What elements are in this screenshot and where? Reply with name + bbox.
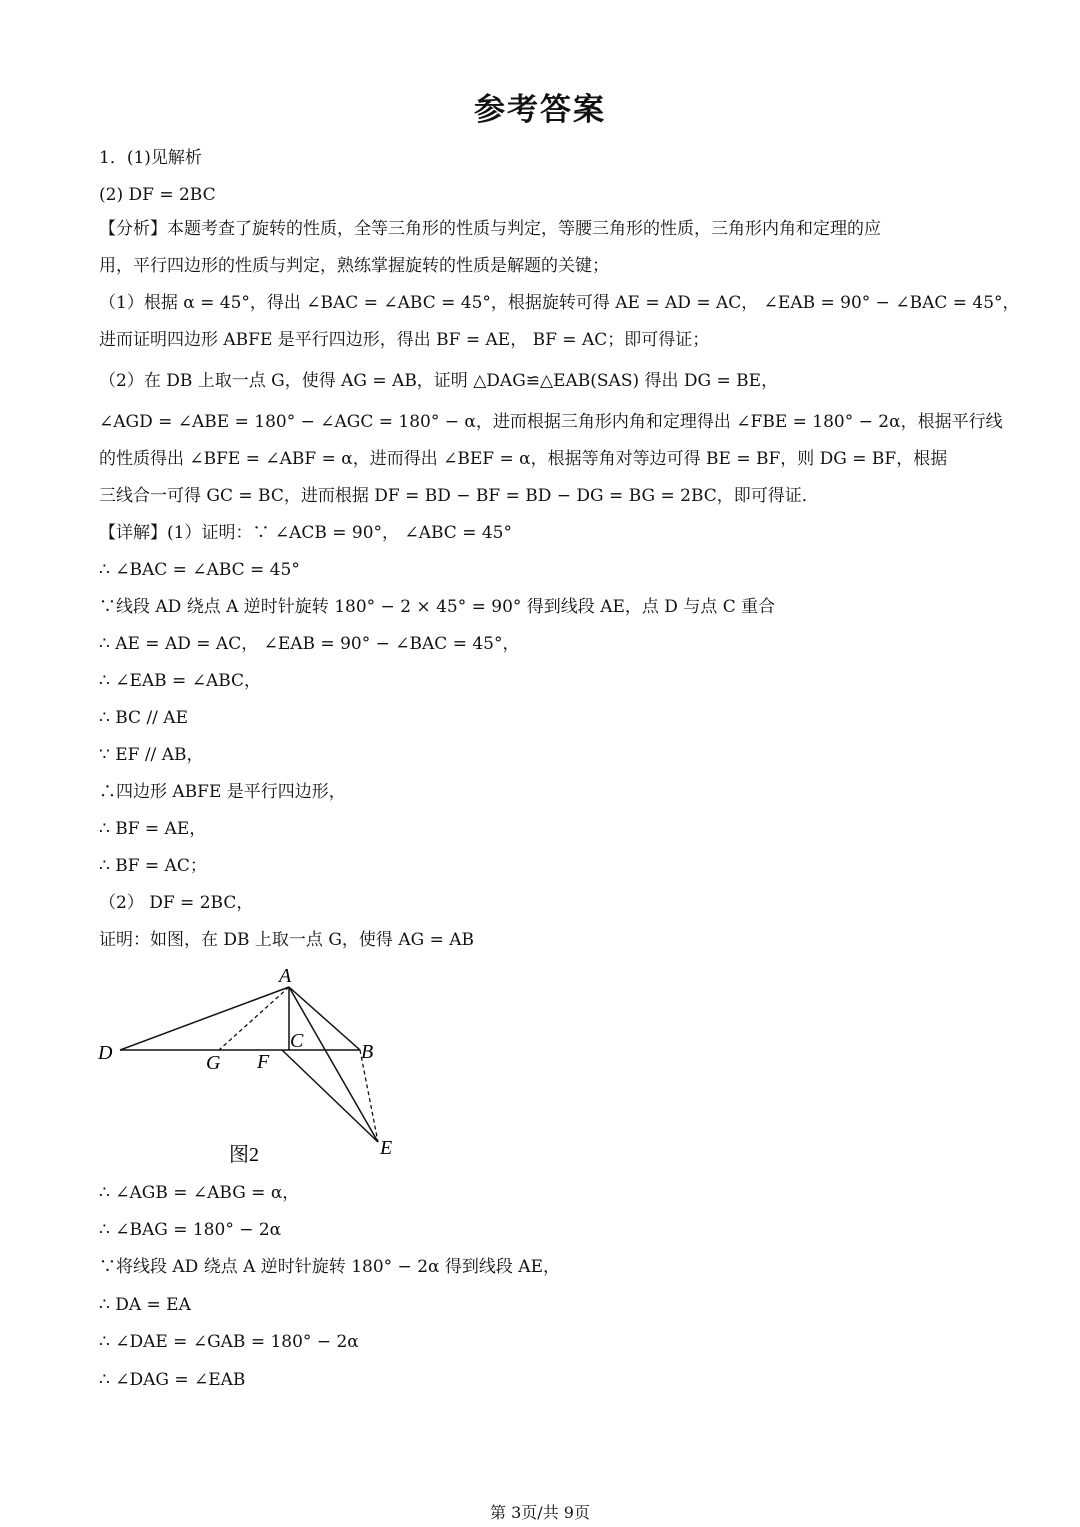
detail-line: ∵ EF // AB，	[99, 745, 204, 765]
segment-ag-dashed	[219, 987, 289, 1050]
detail-line: ∴ ∠EAB = ∠ABC，	[99, 671, 262, 691]
detail-line: ∴ ∠DAE = ∠GAB = 180° − 2α	[99, 1332, 359, 1352]
analysis-line: （1）根据 α = 45°，得出 ∠BAC = ∠ABC = 45°，根据旋转可得 AE = AD = AC， ∠EAB = 90° − ∠BAC = 45°，	[99, 293, 1020, 313]
detail-line: ∴四边形 ABFE 是平行四边形，	[99, 782, 346, 802]
detail-line: 【详解】(1）证明：∵ ∠ACB = 90°， ∠ABC = 45°	[99, 523, 512, 543]
segment-ad	[120, 987, 289, 1050]
figure-caption: 图2	[229, 1144, 259, 1166]
detail-line: ∴ ∠BAC = ∠ABC = 45°	[99, 560, 300, 580]
label-b: B	[361, 1041, 374, 1063]
analysis-line: （2）在 DB 上取一点 G，使得 AG = AB，证明 △DAG≌△EAB(SAS) 得出 DG = BE，	[99, 371, 779, 391]
label-d: D	[98, 1042, 113, 1064]
detail-line: ∴ AE = AD = AC， ∠EAB = 90° − ∠BAC = 45°，	[99, 634, 520, 654]
geometry-figure	[92, 962, 412, 1172]
answer-line: 1．(1)见解析	[99, 148, 202, 168]
detail-line: ∴ BF = AE，	[99, 819, 207, 839]
detail-line: ∴ ∠AGB = ∠ABG = α，	[99, 1183, 300, 1203]
detail-line: ∴ BC // AE	[99, 708, 188, 728]
answer-line: (2) DF = 2BC	[99, 185, 216, 205]
segment-fe	[282, 1050, 378, 1142]
detail-line: ∴ ∠BAG = 180° − 2α	[99, 1220, 282, 1240]
segment-ae	[289, 987, 378, 1142]
detail-line: ∴ BF = AC；	[99, 856, 207, 876]
detail-line: ∴ DA = EA	[99, 1295, 191, 1315]
label-g: G	[206, 1052, 221, 1074]
detail-line: ∵将线段 AD 绕点 A 逆时针旋转 180° − 2α 得到线段 AE，	[99, 1257, 560, 1277]
detail-line: （2） DF = 2BC，	[99, 893, 254, 913]
analysis-line: 用，平行四边形的性质与判定，熟练掌握旋转的性质是解题的关键；	[99, 256, 609, 276]
analysis-line: ∠AGD = ∠ABE = 180° − ∠AGC = 180° − α，进而根据三角形内角和定理得出 ∠FBE = 180° − 2α，根据平行线	[99, 412, 1003, 432]
label-f: F	[257, 1051, 270, 1073]
page-footer: 第 3页/共 9页	[490, 1503, 590, 1522]
label-e: E	[380, 1137, 393, 1159]
label-c: C	[290, 1030, 304, 1052]
analysis-line: 三线合一可得 GC = BC，进而根据 DF = BD − BF = BD − DG = BG = 2BC，即可得证．	[99, 486, 819, 506]
page-title: 参考答案	[474, 92, 606, 128]
detail-line: ∴ ∠DAG = ∠EAB	[99, 1370, 246, 1390]
analysis-line: 进而证明四边形 ABFE 是平行四边形，得出 BF = AE， BF = AC；即可得证；	[99, 330, 710, 350]
detail-line: ∵线段 AD 绕点 A 逆时针旋转 180° − 2 × 45° = 90° 得到线段 AE，点 D 与点 C 重合	[99, 597, 776, 617]
label-a: A	[279, 965, 292, 987]
analysis-line: 的性质得出 ∠BFE = ∠ABF = α，进而得出 ∠BEF = α，根据等角对等边可得 BE = BF，则 DG = BF，根据	[99, 449, 948, 469]
detail-line: 证明：如图，在 DB 上取一点 G，使得 AG = AB	[99, 930, 474, 950]
analysis-line: 【分析】本题考查了旋转的性质，全等三角形的性质与判定，等腰三角形的性质，三角形内角和定理的应	[99, 219, 881, 239]
